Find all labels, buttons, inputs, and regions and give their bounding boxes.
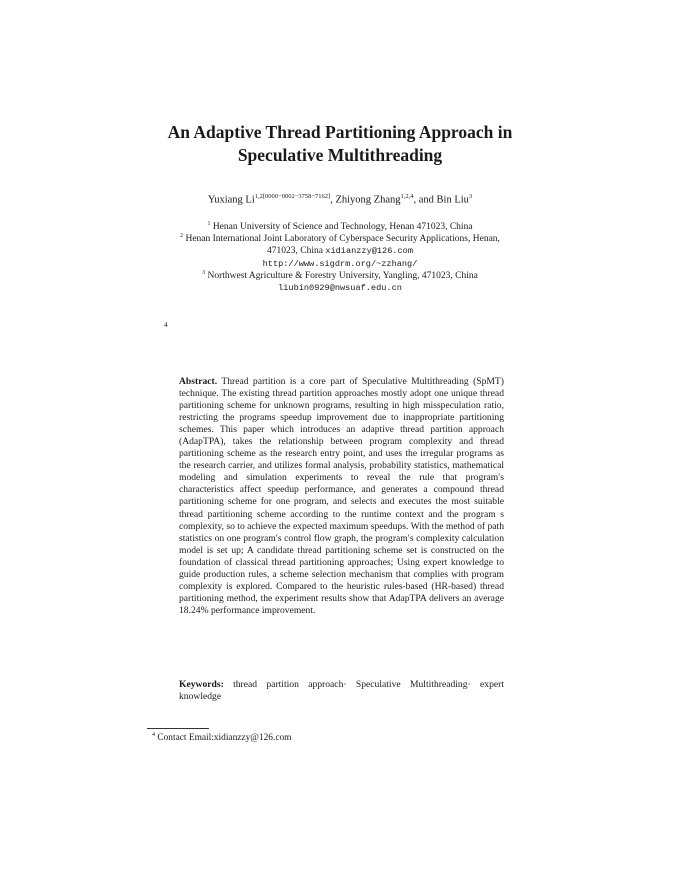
affiliation-mark: 2 (180, 233, 184, 239)
paper-title (0, 121, 680, 167)
keywords (179, 679, 504, 703)
author-affiliation-mark: 1,2[0000−0002−3758−7162] (254, 193, 331, 200)
affiliation-text: 471023, China (267, 246, 323, 257)
author-name: Bin Liu (436, 194, 469, 206)
author-separator: , and (413, 194, 437, 206)
affiliation-mark: 1 (207, 221, 211, 227)
title-line-2: Speculative Multithreading (237, 145, 443, 165)
footnote-text: Contact Email:xidianzzy@126.com (157, 733, 292, 744)
footnote-rule (147, 728, 209, 729)
footnote (152, 732, 291, 743)
author-separator: , (330, 194, 336, 206)
affiliation-text: Henan International Joint Laboratory of Cyberspace Security Applications, Henan, (185, 234, 500, 245)
affiliation-email[interactable]: liubin0929@nwsuaf.edu.cn (278, 283, 402, 294)
abstract-label: Abstract. (179, 376, 218, 387)
author-list (0, 193, 680, 206)
footnote-mark: 4 (152, 732, 155, 738)
affiliation-url[interactable]: http://www.sigdrm.org/~zzhang/ (262, 258, 418, 269)
affiliation-mark: 3 (202, 270, 206, 276)
keywords-text: thread partition approach· Speculative Multithreading· expert knowledge (179, 679, 504, 703)
affiliation-text: Northwest Agriculture & Forestry University, Yangling, 471023, China (207, 271, 478, 282)
author-affiliation-mark: 3 (468, 193, 473, 200)
title-line-1: An Adaptive Thread Partitioning Approach in (167, 122, 513, 142)
affiliation-2 (0, 230, 680, 270)
keywords-label: Keywords: (179, 679, 224, 690)
abstract-text: Thread partition is a core part of Speculative Multithreading (SpMT) technique. The existing thread partition approaches mostly adopt one unique thread partitioning scheme for unknown programs, resulting in high misspeculation ratio, restricting the programs speedup improvement due to inappropriate partitioning schemes. This paper which introduces an adaptive thread partition approach (AdapTPA), takes the relationship between program complexity and thread partitioning scheme as the research entry point, and uses the irregular programs as the research carrier, and utilizes formal analysis, probability statistics, mathematical modeling and simulation experiments to reveal the rule that program′s characteristics affect speedup performance, and generates a compound thread partitioning scheme for one program, and selects and executes the most suitable thread partitioning scheme according to the runtime context and the program s complexity, so to achieve the expected maximum speedups. With the method of path statistics on one program′s control flow graph, the program′s complexity calculation model is set up; A candidate thread partitioning scheme set is constructed on the foundation of classical thread partitioning approaches; Using expert knowledge to guide production rules, a scheme selection mechanism that complies with program complexity is explored. Compared to the heuristic rules-based (HR-based) thread partitioning method, the experiment results show that AdapTPA delivers an average 18.24% performance improvement. (179, 376, 504, 616)
author-name: Zhiyong Zhang (335, 194, 401, 206)
author-affiliation-mark: 1,2,4 (400, 193, 414, 200)
affiliation-3 (0, 267, 680, 295)
author-name: Yuxiang Li (207, 194, 255, 206)
affiliation-text: Henan University of Science and Technology, Henan 471023, China (212, 222, 473, 233)
footnote-marker: 4 (164, 321, 168, 329)
abstract (179, 376, 504, 617)
affiliation-email[interactable]: xidianzzy@126.com (325, 246, 413, 257)
